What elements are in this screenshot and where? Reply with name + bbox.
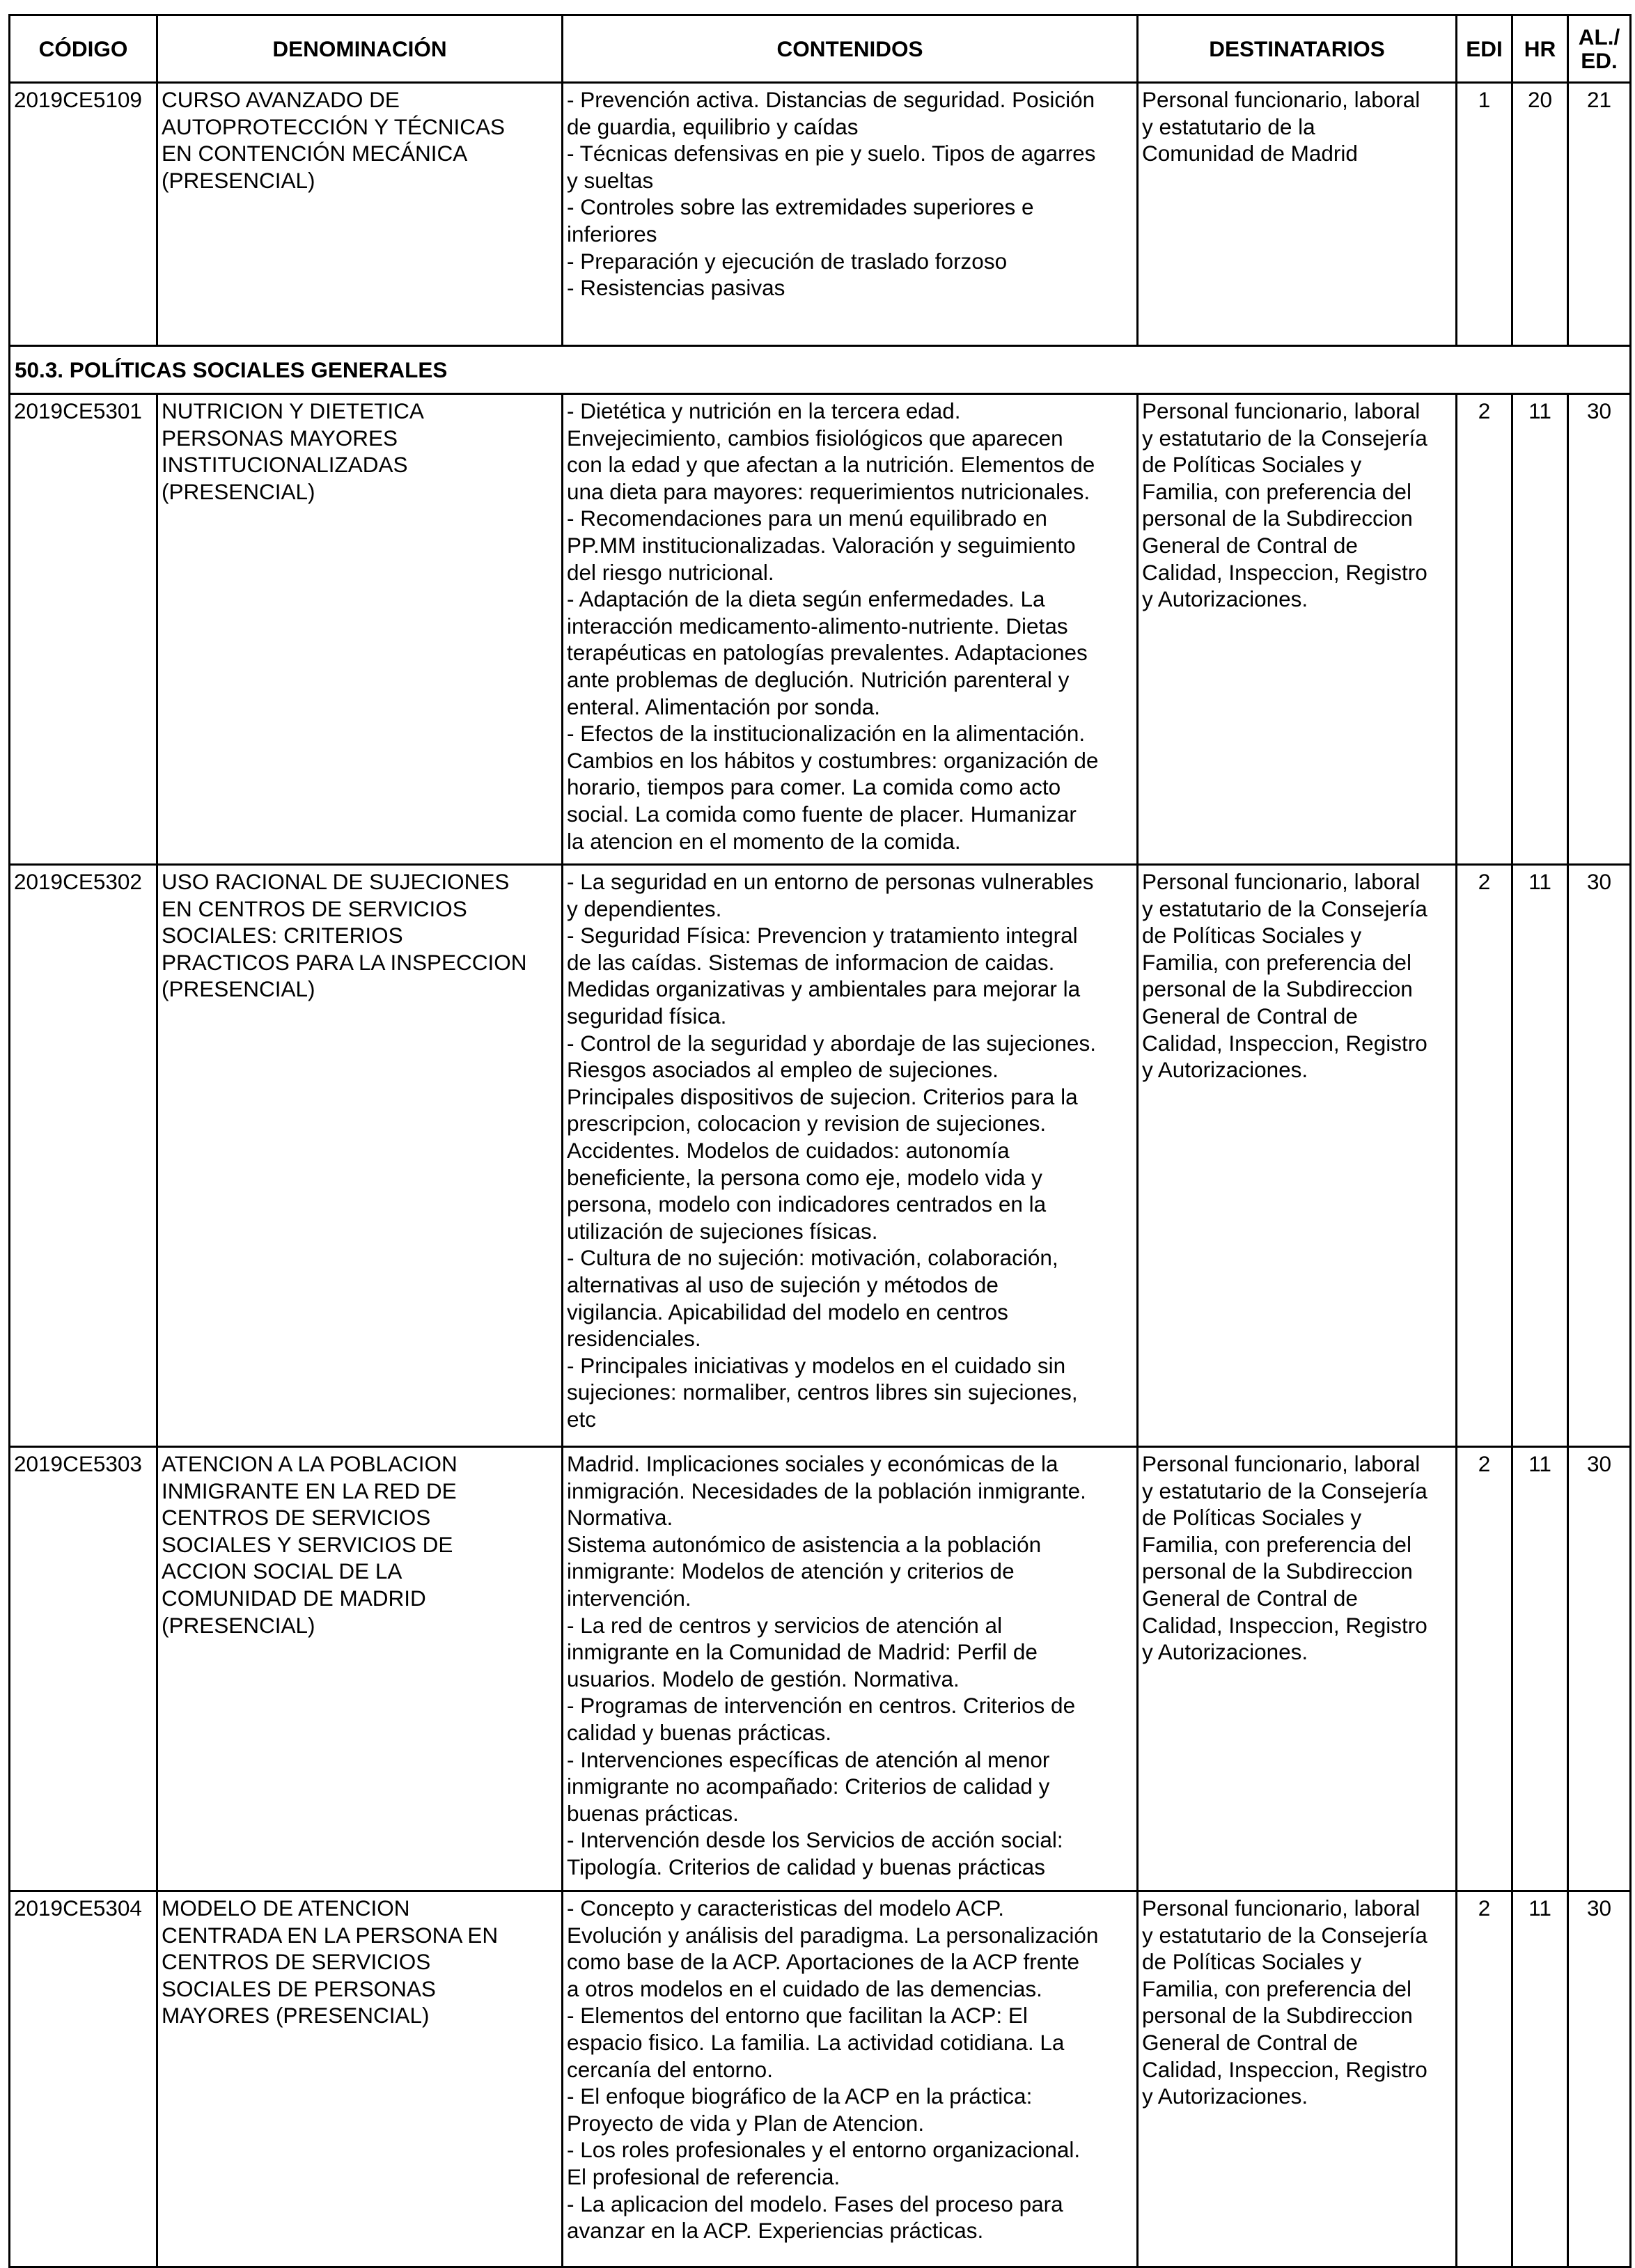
table-row	[10, 865, 1631, 1447]
course-al-ed: 30	[1568, 1891, 1631, 2267]
course-al-ed: 21	[1568, 83, 1631, 346]
course-code: 2019CE5303	[10, 1447, 157, 1891]
course-contents: Madrid. Implicaciones sociales y económicas de la inmigración. Necesidades de la población inmigrante. Normativa. Sistema autonómico de asistencia a la población inmigrante: Modelos de atención y criterios de intervención. - La red de centros y servicios de atención al inmigrante en la Comunidad de Madrid: Perfil de usuarios. Modelo de gestión. Normativa. - Programas de intervención en centros. Criterios de calidad y buenas prácticas. - Intervenciones específicas de atención al menor inmigrante no acompañado: Criterios de calidad y buenas prácticas. - Intervención desde los Servicios de acción social: Tipología. Criterios de calidad y buenas prácticas	[563, 1447, 1138, 1891]
course-title: CURSO AVANZADO DE AUTOPROTECCIÓN Y TÉCNICAS EN CONTENCIÓN MECÁNICA (PRESENCIAL)	[157, 83, 563, 346]
header-contenidos: CONTENIDOS	[563, 15, 1138, 83]
course-al-ed: 30	[1568, 1447, 1631, 1891]
course-edi: 2	[1457, 394, 1512, 865]
section-row	[10, 346, 1631, 394]
course-code: 2019CE5304	[10, 1891, 157, 2267]
course-contents: - La seguridad en un entorno de personas vulnerables y dependientes. - Seguridad Física: Prevencion y tratamiento integral de las caídas. Sistemas de informacion de caidas. Medidas organizativas y ambientales para mejorar la seguridad física. - Control de la seguridad y abordaje de las sujeciones. Riesgos asociados al empleo de sujeciones. Principales dispositivos de sujecion. Criterios para la prescripcion, colocacion y revision de sujeciones. Accidentes. Modelos de cuidados: autonomía beneficiente, la persona como eje, modelo vida y persona, modelo con indicadores centrados en la utilización de sujeciones físicas. - Cultura de no sujeción: motivación, colaboración, alternativas al uso de sujeción y métodos de vigilancia. Apicabilidad del modelo en centros residenciales. - Principales iniciativas y modelos en el cuidado sin sujeciones: normaliber, centros libres sin sujeciones, etc	[563, 865, 1138, 1447]
course-edi: 2	[1457, 865, 1512, 1447]
course-code: 2019CE5109	[10, 83, 157, 346]
course-recipients: Personal funcionario, laboral y estatutario de la Consejería de Políticas Sociales y Familia, con preferencia del personal de la Subdireccion General de Contral de Calidad, Inspeccion, Registro y Autorizaciones.	[1138, 865, 1457, 1447]
course-code: 2019CE5301	[10, 394, 157, 865]
header-al-ed: AL./ ED.	[1568, 15, 1631, 83]
course-hr: 11	[1512, 1447, 1568, 1891]
course-edi: 2	[1457, 1447, 1512, 1891]
table-row	[10, 1891, 1631, 2267]
course-hr: 11	[1512, 394, 1568, 865]
header-hr: HR	[1512, 15, 1568, 83]
course-contents: - Concepto y caracteristicas del modelo ACP. Evolución y análisis del paradigma. La personalización como base de la ACP. Aportaciones de la ACP frente a otros modelos en el cuidado de las demencias. - Elementos del entorno que facilitan la ACP: El espacio fisico. La familia. La actividad cotidiana. La cercanía del entorno. - El enfoque biográfico de la ACP en la práctica: Proyecto de vida y Plan de Atencion. - Los roles profesionales y el entorno organizacional. El profesional de referencia. - La aplicacion del modelo. Fases del proceso para avanzar en la ACP. Experiencias prácticas.	[563, 1891, 1138, 2267]
header-destinatarios: DESTINATARIOS	[1138, 15, 1457, 83]
course-al-ed: 30	[1568, 865, 1631, 1447]
course-edi: 2	[1457, 1891, 1512, 2267]
table-row	[10, 1447, 1631, 1891]
course-recipients: Personal funcionario, laboral y estatutario de la Consejería de Políticas Sociales y Familia, con preferencia del personal de la Subdireccion General de Contral de Calidad, Inspeccion, Registro y Autorizaciones.	[1138, 1891, 1457, 2267]
course-title: USO RACIONAL DE SUJECIONES EN CENTROS DE SERVICIOS SOCIALES: CRITERIOS PRACTICOS PARA LA INSPECCION (PRESENCIAL)	[157, 865, 563, 1447]
course-title: ATENCION A LA POBLACION INMIGRANTE EN LA RED DE CENTROS DE SERVICIOS SOCIALES Y SERVICIOS DE ACCION SOCIAL DE LA COMUNIDAD DE MADRID (PRESENCIAL)	[157, 1447, 563, 1891]
header-codigo: CÓDIGO	[10, 15, 157, 83]
course-hr: 20	[1512, 83, 1568, 346]
course-recipients: Personal funcionario, laboral y estatutario de la Consejería de Políticas Sociales y Familia, con preferencia del personal de la Subdireccion General de Contral de Calidad, Inspeccion, Registro y Autorizaciones.	[1138, 1447, 1457, 1891]
course-hr: 11	[1512, 865, 1568, 1447]
course-edi: 1	[1457, 83, 1512, 346]
course-code: 2019CE5302	[10, 865, 157, 1447]
header-denominacion: DENOMINACIÓN	[157, 15, 563, 83]
courses-table	[8, 14, 1632, 2268]
course-al-ed: 30	[1568, 394, 1631, 865]
section-title: 50.3. POLÍTICAS SOCIALES GENERALES	[10, 346, 1631, 394]
course-contents: - Dietética y nutrición en la tercera edad. Envejecimiento, cambios fisiológicos que aparecen con la edad y que afectan a la nutrición. Elementos de una dieta para mayores: requerimientos nutricionales. - Recomendaciones para un menú equilibrado en PP.MM institucionalizadas. Valoración y seguimiento del riesgo nutricional. - Adaptación de la dieta según enfermedades. La interacción medicamento-alimento-nutriente. Dietas terapéuticas en patologías prevalentes. Adaptaciones ante problemas de deglución. Nutrición parenteral y enteral. Alimentación por sonda. - Efectos de la institucionalización en la alimentación. Cambios en los hábitos y costumbres: organización de horario, tiempos para comer. La comida como acto social. La comida como fuente de placer. Humanizar la atencion en el momento de la comida.	[563, 394, 1138, 865]
course-recipients: Personal funcionario, laboral y estatutario de la Consejería de Políticas Sociales y Familia, con preferencia del personal de la Subdireccion General de Contral de Calidad, Inspeccion, Registro y Autorizaciones.	[1138, 394, 1457, 865]
course-hr: 11	[1512, 1891, 1568, 2267]
document-page	[8, 14, 1629, 2268]
course-recipients: Personal funcionario, laboral y estatutario de la Comunidad de Madrid	[1138, 83, 1457, 346]
table-row	[10, 83, 1631, 346]
header-row	[10, 15, 1631, 83]
header-edi: EDI	[1457, 15, 1512, 83]
course-contents: - Prevención activa. Distancias de seguridad. Posición de guardia, equilibrio y caídas - Técnicas defensivas en pie y suelo. Tipos de agarres y sueltas - Controles sobre las extremidades superiores e inferiores - Preparación y ejecución de traslado forzoso - Resistencias pasivas	[563, 83, 1138, 346]
course-title: MODELO DE ATENCION CENTRADA EN LA PERSONA EN CENTROS DE SERVICIOS SOCIALES DE PERSONAS MAYORES (PRESENCIAL)	[157, 1891, 563, 2267]
course-title: NUTRICION Y DIETETICA PERSONAS MAYORES INSTITUCIONALIZADAS (PRESENCIAL)	[157, 394, 563, 865]
table-row	[10, 394, 1631, 865]
